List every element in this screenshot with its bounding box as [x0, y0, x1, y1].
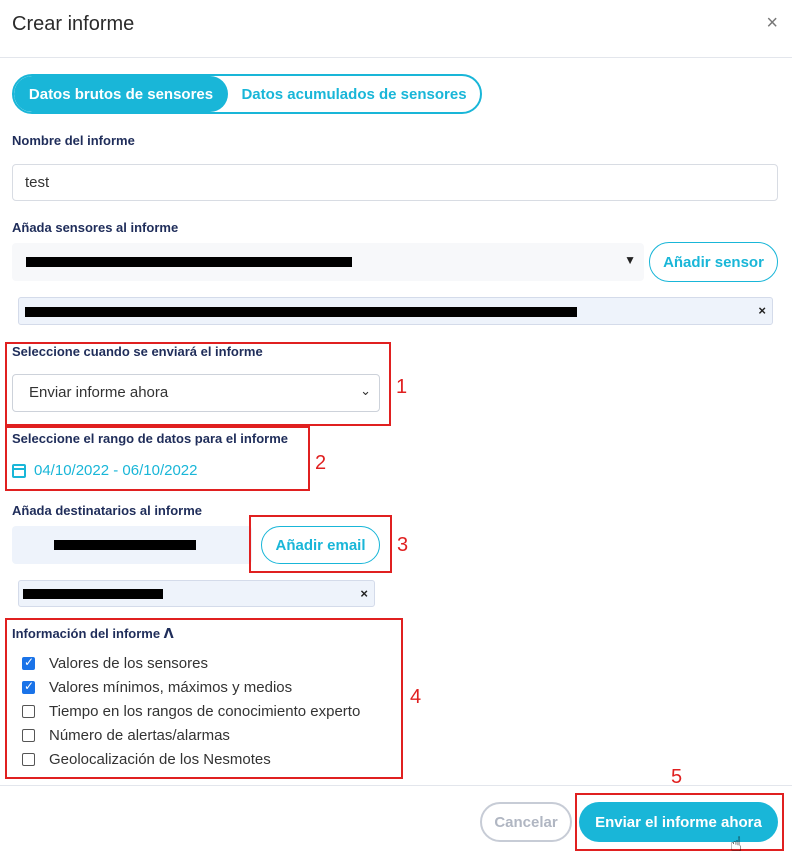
checkbox-min-max-avg[interactable]: [22, 681, 35, 694]
tab-accumulated-data[interactable]: Datos acumulados de sensores: [241, 85, 467, 103]
option-label: Geolocalización de los Nesmotes: [49, 750, 271, 768]
redacted-email-value: [54, 540, 196, 550]
option-label: Tiempo en los rangos de conocimiento experto: [49, 702, 361, 720]
option-sensor-values[interactable]: [22, 651, 360, 675]
option-alert-count[interactable]: [22, 723, 360, 747]
schedule-label: Seleccione cuando se enviará el informe: [12, 344, 263, 359]
dialog-title: Crear informe: [12, 13, 135, 35]
annotation-5: 5: [671, 766, 683, 788]
dialog-header: [0, 0, 792, 58]
redacted-email-chip-text: [23, 589, 163, 599]
option-min-max-avg[interactable]: [22, 675, 360, 699]
email-chip: [18, 580, 375, 607]
sensor-select[interactable]: [12, 243, 644, 281]
date-range-label: Seleccione el rango de datos para el informe: [12, 431, 288, 446]
send-report-button[interactable]: Enviar el informe ahora: [579, 802, 778, 842]
add-email-button[interactable]: Añadir email: [261, 526, 380, 564]
redacted-sensor-value: [26, 257, 352, 267]
add-sensor-button[interactable]: Añadir sensor: [649, 242, 778, 282]
chevron-down-icon: ⌄: [360, 383, 371, 398]
date-range-picker[interactable]: [12, 462, 197, 479]
checkbox-geolocation[interactable]: [22, 753, 35, 766]
schedule-select[interactable]: [12, 374, 380, 412]
report-type-toggle: [12, 74, 482, 114]
report-info-toggle[interactable]: Información del informe ᐱ: [12, 626, 174, 641]
tab-raw-data[interactable]: Datos brutos de sensores: [14, 76, 228, 112]
redacted-sensor-chip-text: [25, 307, 577, 317]
calendar-icon: [12, 464, 26, 478]
annotation-2: 2: [315, 452, 327, 474]
annotation-3: 3: [397, 534, 409, 556]
option-label: Valores mínimos, máximos y medios: [49, 678, 293, 696]
option-label: Número de alertas/alarmas: [49, 726, 230, 744]
checkbox-expert-ranges[interactable]: [22, 705, 35, 718]
option-expert-ranges[interactable]: [22, 699, 360, 723]
hand-cursor-icon: ☝: [730, 834, 743, 856]
checkbox-sensor-values[interactable]: [22, 657, 35, 670]
annotation-1: 1: [396, 376, 408, 398]
remove-sensor-icon[interactable]: ×: [758, 303, 766, 318]
report-name-label: Nombre del informe: [12, 133, 135, 148]
option-geolocation[interactable]: [22, 747, 360, 771]
close-icon[interactable]: ×: [766, 12, 778, 34]
report-info-options: [22, 651, 360, 771]
annotation-4: 4: [410, 686, 422, 708]
date-range-value: 04/10/2022 - 06/10/2022: [34, 462, 198, 479]
report-name-input[interactable]: test: [12, 164, 778, 201]
remove-email-icon[interactable]: ×: [360, 586, 368, 601]
email-input[interactable]: [12, 526, 252, 564]
checkbox-alert-count[interactable]: [22, 729, 35, 742]
sensors-label: Añada sensores al informe: [12, 220, 179, 235]
option-label: Valores de los sensores: [49, 654, 208, 672]
caret-down-icon: ▼: [624, 253, 636, 267]
cancel-button[interactable]: Cancelar: [480, 802, 572, 842]
schedule-selected-value: Enviar informe ahora: [29, 384, 169, 401]
sensor-chip: [18, 297, 773, 325]
recipients-label: Añada destinatarios al informe: [12, 503, 202, 518]
